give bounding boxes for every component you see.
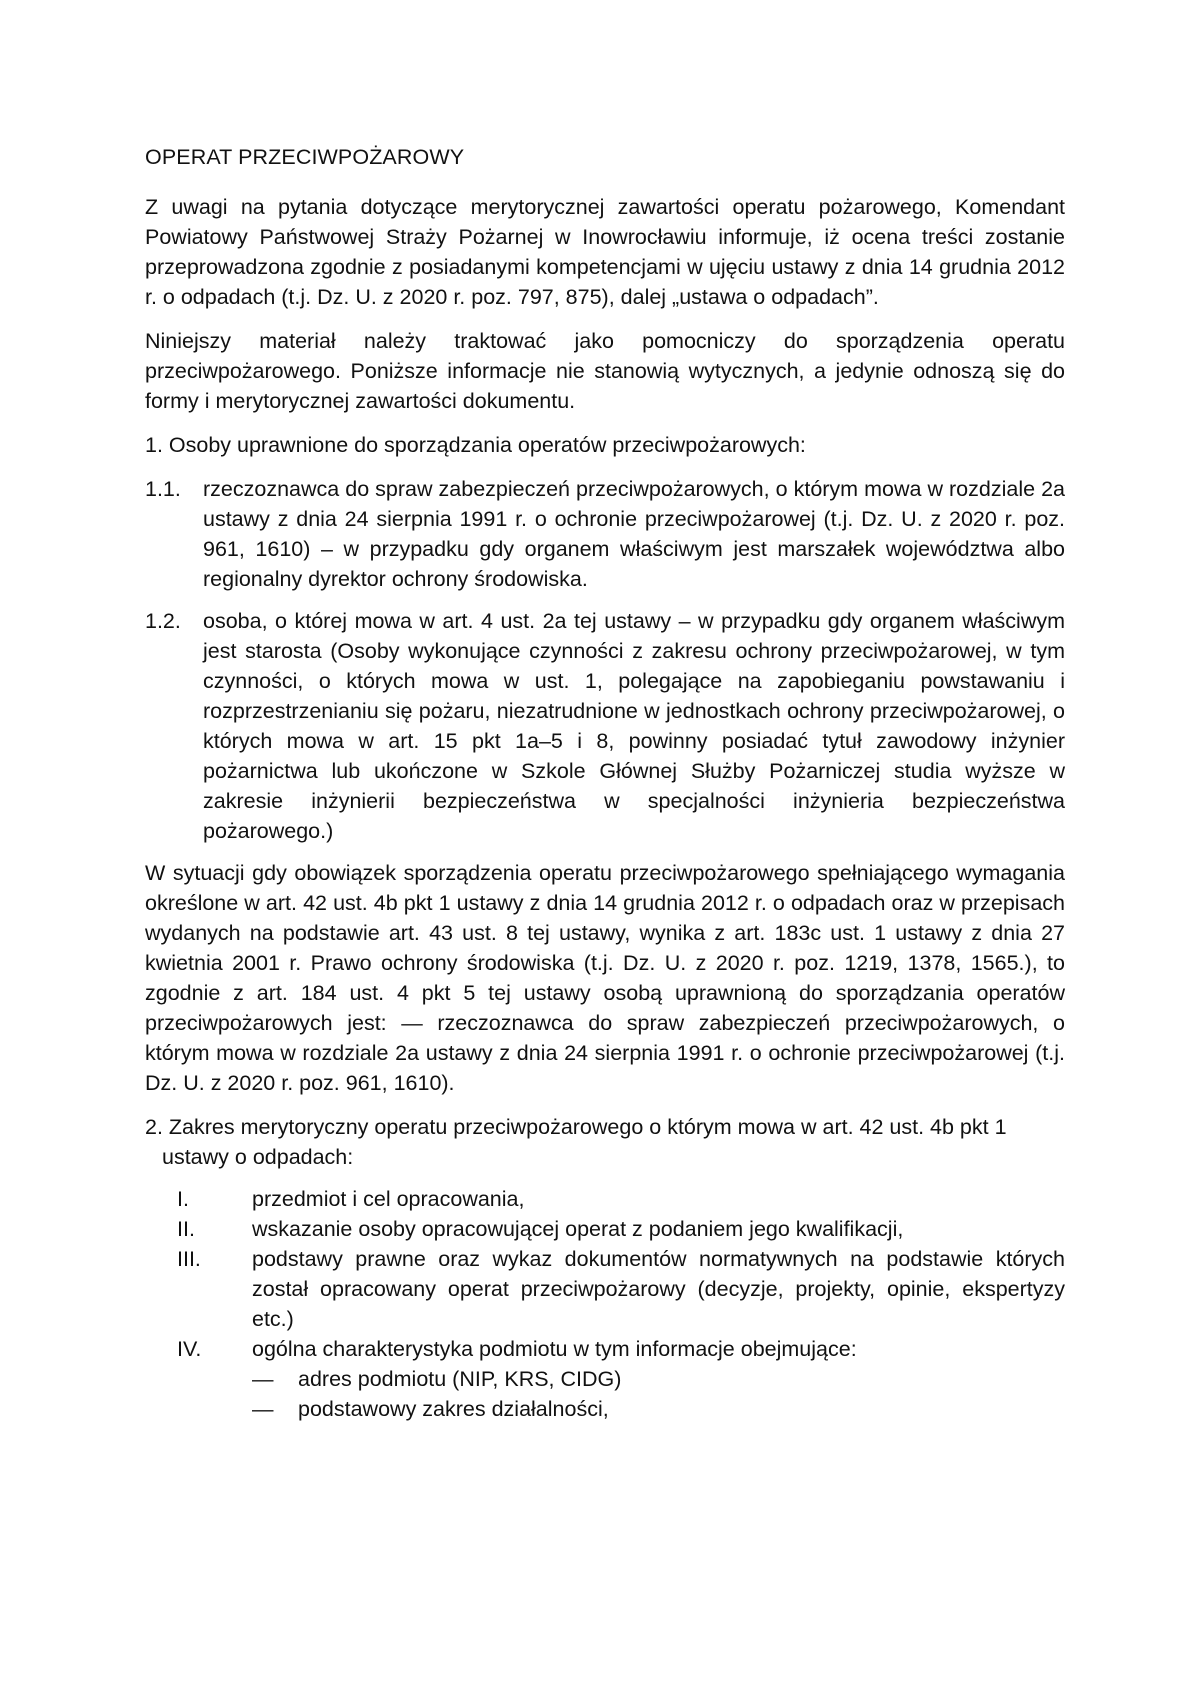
dash-list-item bbox=[252, 1364, 1065, 1394]
list-item-text: podstawy prawne oraz wykaz dokumentów normatywnych na podstawie których został opracowany operat przeciwpożarowy (decyzje, projekty, opinie, ekspertyzy etc.) bbox=[252, 1247, 1065, 1331]
dash-list-item bbox=[252, 1394, 1065, 1424]
subsection-1-1 bbox=[145, 474, 1065, 594]
list-item bbox=[177, 1334, 1065, 1424]
dash-list bbox=[252, 1364, 1065, 1424]
list-item-number: IV. bbox=[177, 1337, 202, 1361]
list-item-number: II. bbox=[177, 1217, 195, 1241]
list-item-text bbox=[252, 1334, 1065, 1424]
section-1-heading: 1. Osoby uprawnione do sporządzania operatów przeciwpożarowych: bbox=[145, 433, 806, 457]
subsection-text: rzeczoznawca do spraw zabezpieczeń przeciwpożarowych, o którym mowa w rozdziale 2a ustawy z dnia 24 sierpnia 1991 r. o ochronie przeciwpożarowej (t.j. Dz. U. z 2020 r. poz. 961, 1610) – w przypadku gdy organem właściwym jest marszałek województwa albo regionalny dyrektor ochrony środowiska. bbox=[203, 477, 1065, 591]
dash-item-text: podstawowy zakres działalności, bbox=[298, 1397, 609, 1421]
subsection-1-2 bbox=[145, 606, 1065, 846]
scope-list bbox=[145, 1184, 1065, 1424]
intro-paragraph: Z uwagi na pytania dotyczące merytorycznej zawartości operatu pożarowego, Komendant Powiatowy Państwowej Straży Pożarnej w Inowrocławiu informuje, iż ocena treści zostanie przeprowadzona zgodnie z posiadanymi kompetencjami w ujęciu ustawy z dnia 14 grudnia 2012 r. o odpadach (t.j. Dz. U. z 2020 r. poz. 797, 875), dalej „ustawa o odpadach”. bbox=[145, 195, 1065, 309]
dash-bullet: — bbox=[252, 1367, 274, 1391]
list-item-number: III. bbox=[177, 1247, 201, 1271]
list-item-text-main: ogólna charakterystyka podmiotu w tym informacje obejmujące: bbox=[252, 1337, 857, 1361]
document-title: OPERAT PRZECIWPOŻAROWY bbox=[145, 145, 465, 169]
note-paragraph: Niniejszy materiał należy traktować jako pomocniczy do sporządzenia operatu przeciwpożarowego. Poniższe informacje nie stanowią wytycznych, a jedynie odnoszą się do formy i merytorycznej zawartości dokumentu. bbox=[145, 329, 1065, 413]
subsection-number: 1.1. bbox=[145, 477, 181, 501]
subsection-text: osoba, o której mowa w art. 4 ust. 2a tej ustawy – w przypadku gdy organem właściwym jest starosta (Osoby wykonujące czynności z zakresu ochrony przeciwpożarowej, w tym czynności, o których mowa w ust. 1, polegające na zapobieganiu powstawaniu i rozprzestrzenianiu się pożaru, niezatrudnione w jednostkach ochrony przeciwpożarowej, o których mowa w art. 15 pkt 1a–5 i 8, powinny posiadać tytuł zawodowy inżynier pożarnictwa lub ukończone w Szkole Głównej Służby Pożarniczej studia wyższe w zakresie inżynierii bezpieczeństwa w specjalności inżynieria bezpieczeństwa pożarowego.) bbox=[203, 609, 1065, 843]
dash-bullet: — bbox=[252, 1397, 274, 1421]
list-item bbox=[177, 1244, 1065, 1334]
list-item-number: I. bbox=[177, 1187, 189, 1211]
situation-paragraph: W sytuacji gdy obowiązek sporządzenia operatu przeciwpożarowego spełniającego wymagania określone w art. 42 ust. 4b pkt 1 ustawy z dnia 14 grudnia 2012 r. o odpadach oraz w przepisach wydanych na podstawie art. 43 ust. 8 tej ustawy, wynika z art. 183c ust. 1 ustawy z dnia 27 kwietnia 2001 r. Prawo ochrony środowiska (t.j. Dz. U. z 2020 r. poz. 1219, 1378, 1565.), to zgodnie z art. 184 ust. 4 pkt 5 tej ustawy osobą uprawnioną do sporządzania operatów przeciwpożarowych jest: — rzeczoznawca do spraw zabezpieczeń przeciwpożarowych, o którym mowa w rozdziale 2a ustawy z dnia 24 sierpnia 1991 r. o ochronie przeciwpożarowej (t.j. Dz. U. z 2020 r. poz. 961, 1610). bbox=[145, 861, 1065, 1095]
list-item-text: przedmiot i cel opracowania, bbox=[252, 1187, 525, 1211]
list-item bbox=[177, 1214, 1065, 1244]
document-page bbox=[145, 142, 1065, 1424]
subsection-number: 1.2. bbox=[145, 609, 181, 633]
dash-item-text: adres podmiotu (NIP, KRS, CIDG) bbox=[298, 1367, 622, 1391]
section-2-heading: 2. Zakres merytoryczny operatu przeciwpożarowego o którym mowa w art. 42 ust. 4b pkt 1 ustawy o odpadach: bbox=[145, 1115, 1007, 1169]
list-item bbox=[177, 1184, 1065, 1214]
list-item-text: wskazanie osoby opracowującej operat z podaniem jego kwalifikacji, bbox=[252, 1217, 904, 1241]
